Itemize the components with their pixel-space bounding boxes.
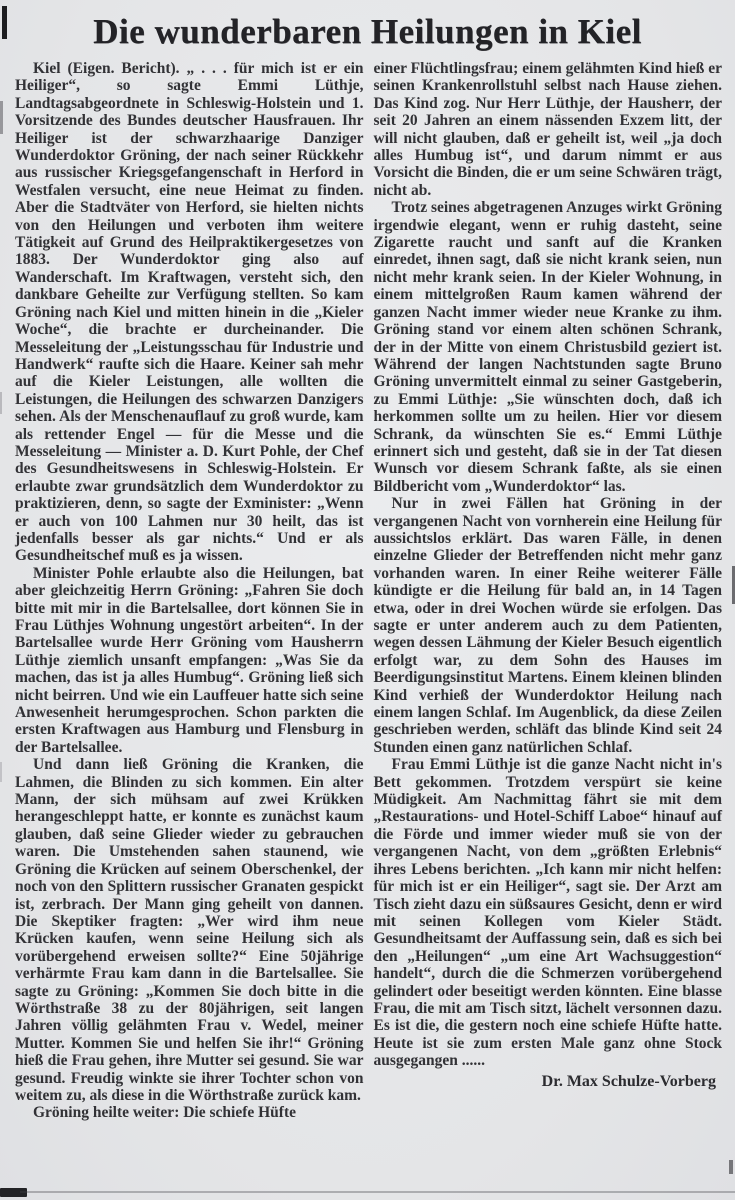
paragraph-left-4: Gröning heilte weiter: Die schiefe Hüfte	[33, 1104, 296, 1122]
article-columns	[0, 52, 735, 1122]
article-headline: Die wunderbaren Heilungen in Kiel	[93, 12, 642, 51]
paragraph-right-2: Trotz seines abgetragenen Anzuges wirkt Gröning irgendwie elegant, wenn er ruhig dasteht, seine Zigarette raucht und sanft auf die Kranken einredet, ihnen sagt, daß sie nicht krank seien, nun nicht mehr krank seien. In der Kieler Wohnung, in einem mittelgroßen Raum kamen während der ganzen Nacht immer wieder neue Kranke zu ihm. Gröning stand vor einem alten schönen Schrank, der in der Mitte von einem Christusbild geziert ist. Während der langen Nachtstunden sagte Bruno Gröning unvermittelt einmal zu seiner Gastgeberin, zu Emmi Lüthje: „Sie wünschten doch, daß ich herkommen sollte um zu heilen. Hier vor diesem Schrank, da wünschten Sie es.“ Emmi Lüthje erinnert sich und gesteht, daß sie in der Tat diesen Wunsch vor diesem Schrank faßte, als sie einen Bildbericht vom „Wunderdoktor“ las.	[373, 199, 723, 495]
paragraph-left-3: Und dann ließ Gröning die Kranken, die Lahmen, die Blinden zu sich kommen. Ein alter Mann, der sich mühsam auf zwei Krükken herangeschleppt hatte, er konnte es zunächst kaum glauben, daß seine Glieder wieder zu gebrauchen waren. Die Umstehenden sahen staunend, wie Gröning die Krücken auf seinem Oberschenkel, der noch von den Splittern russischer Granaten gespickt ist, zerbrach. Der Mann ging geheilt von dannen. Die Skeptiker fragten: „Wer wird ihm neue Krücken kaufen, wenn seine Heilung sich als vorübergehend erweisen sollte?“ Eine 50jährige verhärmte Frau kam dann in die Bartelsallee. Sie sagte zu Gröning: „Kommen Sie doch bitte in die Wörthstraße 38 zu der 80jährigen, seit langen Jahren völlig gelähmten Frau v. Wedel, meiner Mutter. Kommen Sie und helfen Sie ihr!“ Gröning hieß die Frau gehen, ihre Mutter sei gesund. Sie war gesund. Freudig winkte sie ihrer Tochter schon von weitem zu, als diese in die Wörthstraße zurück kam.	[15, 756, 364, 1104]
article-column-left	[15, 60, 364, 1122]
paragraph-right-1-continuation: einer Flüchtlingsfrau; einem gelähmten Kind hieß er seinen Krankenrollstuhl selbst nach Hause ziehen. Das Kind zog. Nur Herr Lüthje, der Hausherr, der seit 20 Jahren an einem nässenden Exzem litt, der will nicht glauben, daß er geheilt ist, weil „ja doch alles Humbug ist“, und darum nimmt er aus Vorsicht die Binden, die er um seine Schwären trägt, nicht ab.	[373, 60, 722, 199]
scan-smudge-right-edge-small	[729, 1160, 733, 1174]
scan-smudge-top-left	[2, 6, 7, 39]
scan-smudge-left-edge-faint-2	[0, 762, 2, 782]
paragraph-left-2: Minister Pohle erlaubte also die Heilungen, bat aber gleichzeitig Herrn Gröning: „Fahren Sie doch bitte mit mir in die Bartelsallee, dort können Sie in Frau Lüthjes Wohnung ungestört arbeiten“. In der Bartelsallee wurde Herr Gröning vom Hausherrn Lüthje ziemlich unsanft empfangen: „Was Sie da machen, das ist ja alles Humbug“. Gröning ließ sich nicht beirren. Und wie ein Lauffeuer hatte sich seine Anwesenheit herumgesprochen. Schon parkten die ersten Kraftwagen aus Hamburg und Flensburg in der Bartelsallee.	[15, 564, 364, 756]
paragraph-left-1: Kiel (Eigen. Bericht). „ . . . für mich ist er ein Heiliger“, so sagte Emmi Lüthje, Landtagsabgeordnete in Schleswig-Holstein und 1. Vorsitzende des Bundes deutscher Hausfrauen. Ihr Heiliger ist der schwarzhaarige Danziger Wunderdoktor Gröning, der nach seiner Rückkehr aus russischer Kriegsgefangenschaft in Herford in Westfalen versucht, eine neue Heimat zu finden. Aber die Stadtväter von Herford, sie hielten nichts von den Heilungen und verboten ihm weitere Tätigkeit auf Grund des Heilpraktikergesetzes von 1883. Der Wunderdoktor ging also auf Wanderschaft. Im Kraftwagen, versteht sich, den dankbare Geheilte zur Verfügung stellten. So kam Gröning nach Kiel und mitten hinein in die „Kieler Woche“, die brachte er durcheinander. Die Messeleitung der „Leistungsschau für Industrie und Handwerk“ raufte sich die Haare. Keiner sah mehr auf die Kieler Leistungen, alle wollten die Leistungen, die Heilungen des schwarzen Danzigers sehen. Als der Menschenauflauf zu groß wurde, kam als rettender Engel — für die Messe und die Messeleitung — Minister a. D. Kurt Pohle, der Chef des Gesundheitswesens in Schleswig-Holstein. Er erlaubte zwar grundsätzlich dem Wunderdoktor zu praktizieren, denn, so sagte der Exminister: „Wenn er auch von 100 Lahmen nur 30 heilt, das ist jedenfalls besser als gar nichts.“ Und er als Gesundheitschef muß es ja wissen.	[15, 60, 364, 565]
paragraph-right-3: Nur in zwei Fällen hat Gröning in der vergangenen Nacht von vornherein eine Heilung für aussichtslos erklärt. Das waren Fälle, in denen einzelne Glieder der Betreffenden nicht mehr ganz vorhanden waren. In einer Reihe weiterer Fälle kündigte er die Heilung für bald an, in 14 Tagen etwa, oder in drei Wochen würde sie erfolgen. Das sagte er unter anderem auch zu dem Patienten, wegen dessen Lähmung der Kieler Besuch eigentlich erfolgt war, zu dem Sohn des Hauses im Beerdigungsinstitut Martens. Einem kleinen blinden Kind verhieß der Wunderdoktor Heilung nach einem langen Schlaf. Im Augenblick, da diese Zeilen geschrieben werden, schläft das blinde Kind seit 24 Stunden einen ganz natürlichen Schlaf.	[373, 495, 722, 756]
scan-smudge-left-edge-faint	[0, 392, 2, 414]
article-column-right	[374, 60, 723, 1122]
author-byline: Dr. Max Schulze-Vorberg	[541, 1072, 716, 1090]
scan-smudge-left-edge	[0, 101, 3, 134]
paragraph-right-4: Frau Emmi Lüthje ist die ganze Nacht nicht in's Bett gekommen. Trotzdem verspürt sie keine Müdigkeit. Am Nachmittag fährt sie mit dem „Restaurations- und Hotel-Schiff Laboe“ hinauf auf die Förde und immer wieder muß sie von der vergangenen Nacht, von dem „größten Erlebnis“ ihres Lebens berichten. „Ich kann mir nicht helfen: für mich ist er ein Heiliger“, sagt sie. Der Arzt am Tisch zieht dazu ein süßsaures Gesicht, denn er wird mit seinen Kollegen vom Kieler Städt. Gesundheitsamt der Auffassung sein, daß es sich bei den „Heilungen“ „um eine Art Wachsuggestion“ handelt“, durch die die Schmerzen vorübergehend gelindert oder beseitigt werden könnten. Eine blasse Frau, die mit am Tisch sitzt, lächelt versonnen dazu. Es ist die, die gestern noch eine schiefe Hüfte hatte. Heute ist sie zum ersten Male ganz ohne Stock ausgegangen ......	[373, 756, 722, 1070]
scan-rule-bottom	[20, 1191, 735, 1193]
